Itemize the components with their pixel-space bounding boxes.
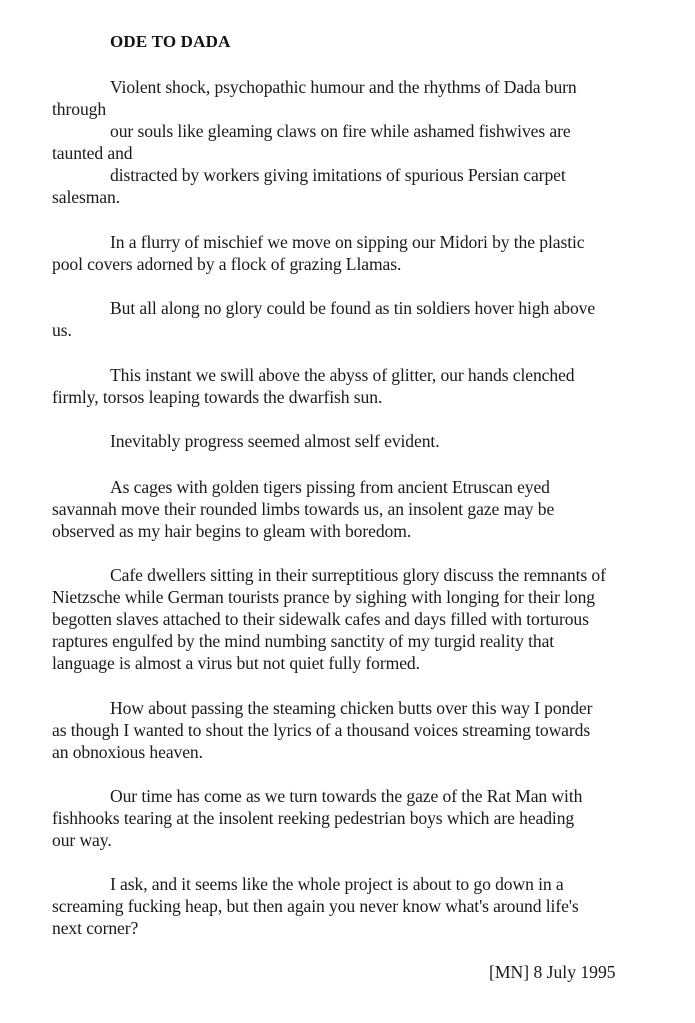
paragraph-line: us. [52, 320, 72, 340]
paragraph-line: firmly, torsos leaping towards the dwarfish sun. [52, 387, 383, 407]
paragraph-line: Our time has come as we turn towards the gaze of the Rat Man with [110, 786, 583, 806]
poem-title: ODE TO DADA [110, 32, 231, 51]
signature-date: [MN] 8 July 1995 [489, 962, 616, 982]
paragraph [52, 873, 692, 939]
paragraph [52, 476, 692, 542]
paragraph-line: observed as my hair begins to gleam with boredom. [52, 521, 412, 541]
paragraph [52, 231, 692, 275]
paragraph-line: As cages with golden tigers pissing from ancient Etruscan eyed [110, 477, 550, 497]
paragraph-line: Cafe dwellers sitting in their surreptitious glory discuss the remnants of [110, 565, 606, 585]
paragraph-line: our way. [52, 830, 112, 850]
paragraph-line: Nietzsche while German tourists prance by sighing with longing for their long [52, 587, 595, 607]
paragraph-line: How about passing the steaming chicken butts over this way I ponder [110, 698, 593, 718]
paragraph-line: Inevitably progress seemed almost self evident. [110, 431, 440, 451]
paragraph-line: salesman. [52, 187, 120, 207]
paragraph-line: through [52, 99, 107, 119]
paragraph-line: distracted by workers giving imitations of spurious Persian carpet [110, 165, 566, 185]
paragraph [52, 76, 692, 208]
paragraph-line: In a flurry of mischief we move on sipping our Midori by the plastic [110, 232, 585, 252]
paragraph [52, 697, 692, 763]
paragraph [52, 564, 692, 674]
paragraph-line: next corner? [52, 918, 139, 938]
paragraph-line: begotten slaves attached to their sidewalk cafes and days filled with torturous [52, 609, 589, 629]
paragraph-line: But all along no glory could be found as tin soldiers hover high above [110, 298, 596, 318]
paragraph [52, 364, 692, 408]
paragraph [52, 430, 692, 452]
paragraph-line: language is almost a virus but not quiet fully formed. [52, 653, 420, 673]
paragraph-line: an obnoxious heaven. [52, 742, 203, 762]
paragraph-line: taunted and [52, 143, 133, 163]
paragraph-line: I ask, and it seems like the whole project is about to go down in a [110, 874, 564, 894]
paragraph-line: our souls like gleaming claws on fire while ashamed fishwives are [110, 121, 571, 141]
paragraph-line: raptures engulfed by the mind numbing sanctity of my turgid reality that [52, 631, 555, 651]
paragraph [52, 785, 692, 851]
paragraph [52, 297, 692, 341]
paragraph-line: This instant we swill above the abyss of glitter, our hands clenched [110, 365, 575, 385]
paragraph-line: fishhooks tearing at the insolent reeking pedestrian boys which are heading [52, 808, 575, 828]
paragraph-line: savannah move their rounded limbs towards us, an insolent gaze may be [52, 499, 555, 519]
paragraph-line: as though I wanted to shout the lyrics of a thousand voices streaming towards [52, 720, 591, 740]
paragraph-line: screaming fucking heap, but then again you never know what's around life's [52, 896, 579, 916]
paragraph-line: pool covers adorned by a flock of grazing Llamas. [52, 254, 402, 274]
paragraph-line: Violent shock, psychopathic humour and the rhythms of Dada burn [110, 77, 577, 97]
